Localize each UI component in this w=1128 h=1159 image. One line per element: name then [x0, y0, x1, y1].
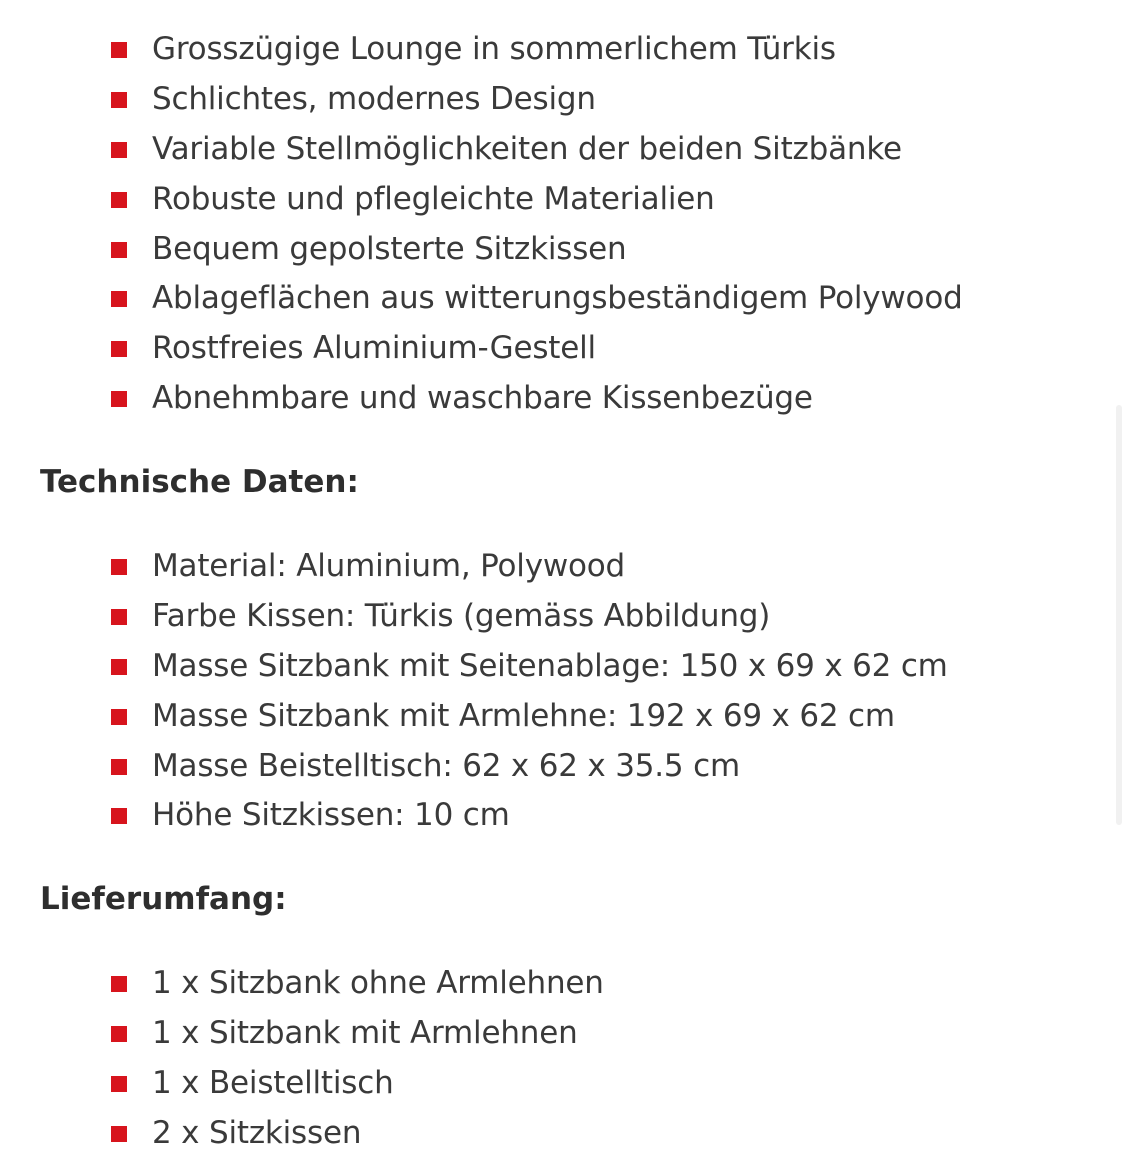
square-bullet-icon [111, 609, 127, 625]
square-bullet-icon [111, 808, 127, 824]
feature-item [0, 274, 1100, 324]
spec-item [0, 592, 1100, 642]
square-bullet-icon [111, 709, 127, 725]
scrollbar[interactable] [1116, 405, 1122, 825]
technische-daten-heading: Technische Daten: [40, 464, 359, 500]
feature-item [0, 75, 1100, 125]
spec-text: Masse Sitzbank mit Armlehne: 192 x 69 x 62 cm [152, 697, 895, 734]
square-bullet-icon [111, 759, 127, 775]
spec-item [0, 791, 1100, 841]
spec-item [0, 692, 1100, 742]
square-bullet-icon [111, 242, 127, 258]
square-bullet-icon [111, 1076, 127, 1092]
lieferumfang-list [0, 959, 1100, 1159]
feature-list [0, 25, 1100, 424]
square-bullet-icon [111, 341, 127, 357]
square-bullet-icon [111, 1026, 127, 1042]
feature-text: Variable Stellmöglichkeiten der beiden Sitzbänke [152, 130, 902, 167]
feature-text: Schlichtes, modernes Design [152, 80, 596, 117]
feature-text: Ablageflächen aus witterungsbeständigem Polywood [152, 280, 963, 317]
feature-item [0, 374, 1100, 424]
feature-text: Grosszügige Lounge in sommerlichem Türkis [152, 31, 836, 67]
square-bullet-icon [111, 559, 127, 575]
spec-text: Material: Aluminium, Polywood [152, 548, 626, 584]
delivery-text: 1 x Sitzbank mit Armlehnen [152, 1014, 578, 1051]
square-bullet-icon [111, 976, 127, 992]
spec-text: Masse Beistelltisch: 62 x 62 x 35.5 cm [152, 747, 740, 784]
spec-text: Farbe Kissen: Türkis (gemäss Abbildung) [152, 597, 771, 634]
square-bullet-icon [111, 42, 127, 58]
delivery-item [0, 959, 1100, 1009]
feature-text: Abnehmbare und waschbare Kissenbezüge [152, 380, 813, 417]
spec-text: Höhe Sitzkissen: 10 cm [152, 797, 510, 834]
feature-text: Rostfreies Aluminium-Gestell [152, 330, 596, 367]
square-bullet-icon [111, 1126, 127, 1142]
delivery-item [0, 1059, 1100, 1109]
delivery-text: 2 x Sitzkissen [152, 1114, 362, 1151]
square-bullet-icon [111, 142, 127, 158]
spec-item [0, 542, 1100, 592]
feature-item [0, 25, 1100, 75]
feature-item [0, 324, 1100, 374]
spec-item [0, 642, 1100, 692]
spec-text: Masse Sitzbank mit Seitenablage: 150 x 69 x 62 cm [152, 647, 948, 684]
delivery-item [0, 1109, 1100, 1159]
lieferumfang-heading: Lieferumfang: [40, 881, 287, 917]
feature-item [0, 175, 1100, 225]
delivery-text: 1 x Beistelltisch [152, 1064, 394, 1101]
square-bullet-icon [111, 391, 127, 407]
technische-daten-list [0, 542, 1100, 841]
feature-item [0, 125, 1100, 175]
square-bullet-icon [111, 192, 127, 208]
feature-text: Bequem gepolsterte Sitzkissen [152, 230, 627, 267]
square-bullet-icon [111, 291, 127, 307]
spec-item [0, 742, 1100, 792]
square-bullet-icon [111, 659, 127, 675]
delivery-text: 1 x Sitzbank ohne Armlehnen [152, 965, 604, 1001]
feature-item [0, 225, 1100, 275]
delivery-item [0, 1009, 1100, 1059]
square-bullet-icon [111, 92, 127, 108]
feature-text: Robuste und pflegleichte Materialien [152, 180, 715, 217]
